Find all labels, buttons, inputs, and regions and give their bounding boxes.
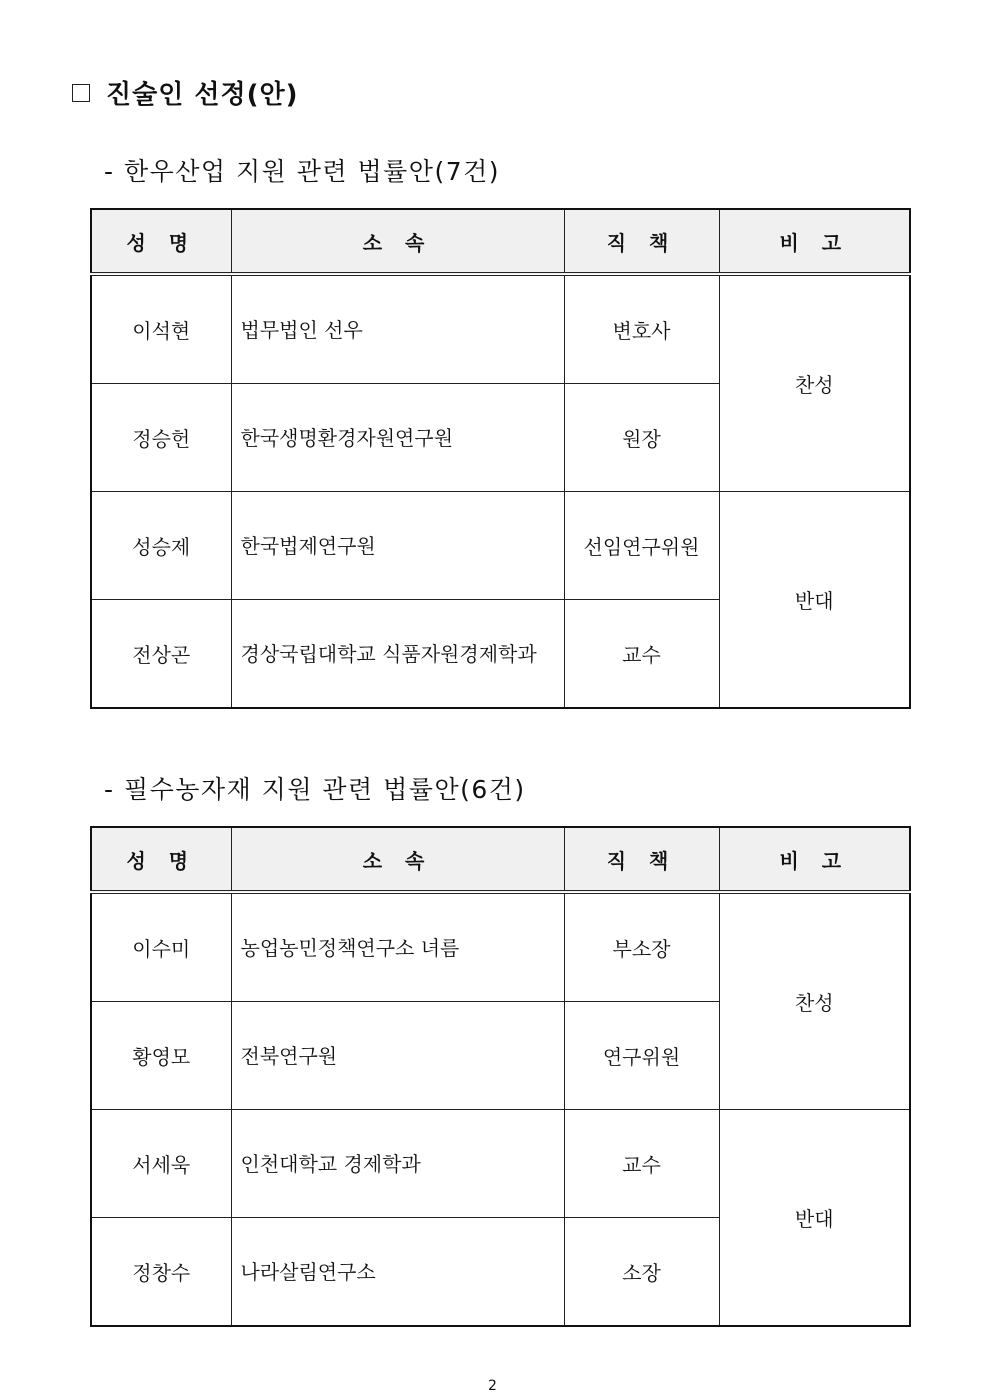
cell-position: 교수 xyxy=(564,1110,719,1218)
table-row xyxy=(91,492,910,600)
cell-name: 이수미 xyxy=(91,892,231,1002)
cell-affiliation: 경상국립대학교 식품자원경제학과 xyxy=(231,600,564,709)
header-position: 직 책 xyxy=(564,827,719,892)
cell-position: 원장 xyxy=(564,384,719,492)
cell-position: 변호사 xyxy=(564,274,719,384)
cell-position: 교수 xyxy=(564,600,719,709)
heading-text: 진술인 선정(안) xyxy=(106,80,299,110)
header-remarks: 비 고 xyxy=(719,209,910,274)
cell-name: 이석현 xyxy=(91,274,231,384)
witness-table-2 xyxy=(90,826,911,1327)
header-position: 직 책 xyxy=(564,209,719,274)
cell-remarks: 반대 xyxy=(719,1110,910,1327)
witness-table-1 xyxy=(90,208,911,709)
cell-position: 부소장 xyxy=(564,892,719,1002)
header-name: 성 명 xyxy=(91,209,231,274)
cell-name: 정창수 xyxy=(91,1218,231,1327)
table-row xyxy=(91,892,910,1002)
cell-remarks: 반대 xyxy=(719,492,910,709)
table-header-row xyxy=(91,209,910,274)
cell-affiliation: 농업농민정책연구소 녀름 xyxy=(231,892,564,1002)
cell-remarks: 찬성 xyxy=(719,274,910,492)
cell-position: 선임연구위원 xyxy=(564,492,719,600)
cell-name: 서세욱 xyxy=(91,1110,231,1218)
cell-name: 정승헌 xyxy=(91,384,231,492)
cell-position: 연구위원 xyxy=(564,1002,719,1110)
cell-affiliation: 한국생명환경자원연구원 xyxy=(231,384,564,492)
subsection-title-2: - 필수농자재 지원 관련 법률안(6건) xyxy=(104,775,526,804)
cell-affiliation: 전북연구원 xyxy=(231,1002,564,1110)
header-name: 성 명 xyxy=(91,827,231,892)
cell-name: 황영모 xyxy=(91,1002,231,1110)
cell-remarks: 찬성 xyxy=(719,892,910,1110)
cell-affiliation: 나라살림연구소 xyxy=(231,1218,564,1327)
cell-affiliation: 한국법제연구원 xyxy=(231,492,564,600)
header-affiliation: 소 속 xyxy=(231,209,564,274)
cell-affiliation: 법무법인 선우 xyxy=(231,274,564,384)
cell-name: 성승제 xyxy=(91,492,231,600)
page-number: 2 xyxy=(488,1378,497,1394)
subsection-title-1: - 한우산업 지원 관련 법률안(7건) xyxy=(104,157,501,186)
table-header-row xyxy=(91,827,910,892)
checkbox-icon xyxy=(72,84,90,102)
cell-affiliation: 인천대학교 경제학과 xyxy=(231,1110,564,1218)
section-heading xyxy=(72,74,299,111)
header-remarks: 비 고 xyxy=(719,827,910,892)
table-row xyxy=(91,1110,910,1218)
cell-name: 전상곤 xyxy=(91,600,231,709)
table-row xyxy=(91,274,910,384)
cell-position: 소장 xyxy=(564,1218,719,1327)
header-affiliation: 소 속 xyxy=(231,827,564,892)
